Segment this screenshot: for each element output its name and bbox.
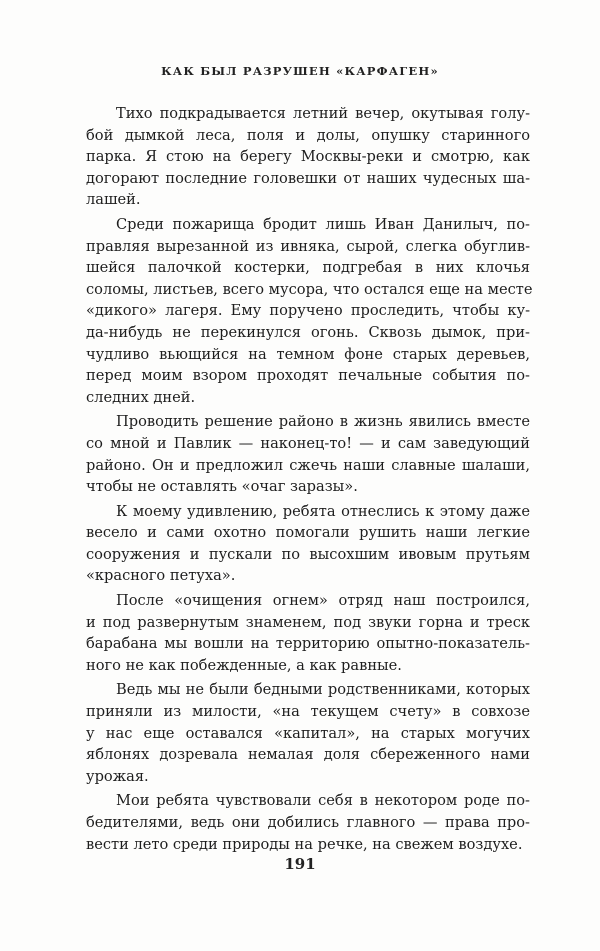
text-line: Ведь мы не были бедными родственниками, которых (116, 681, 530, 699)
text-line: чудливо вьющийся на темном фоне старых деревьев, (86, 345, 530, 363)
text-line: чтобы не оставлять «очаг заразы». (86, 478, 358, 496)
text-line: перед моим взором проходят печальные события по- (86, 367, 530, 385)
text-line: «дикого» лагеря. Ему поручено проследить, чтобы ку- (86, 302, 530, 320)
text-line: барабана мы вошли на территорию опытно-показатель- (86, 635, 530, 653)
text-line: лашей. (86, 191, 141, 209)
text-line: районо. Он и предложил сжечь наши славные шалаши, (86, 456, 530, 474)
text-line: К моему удивлению, ребята отнеслись к этому даже (116, 502, 530, 520)
text-line: бедителями, ведь они добились главного — права про- (86, 814, 530, 831)
text-line: и под развернутым знаменем, под звуки горна и треск (86, 613, 530, 631)
text-line: бой дымкой леса, поля и долы, опушку старинного (86, 126, 530, 144)
text-line: Среди пожарища бродит лишь Иван Данилыч, по- (116, 215, 530, 233)
text-line: со мной и Павлик — наконец-то! — и сам заведующий (86, 434, 530, 452)
text-line: соломы, листьев, всего мусора, что остался еще на месте (86, 280, 533, 298)
paragraph (86, 214, 533, 408)
paragraph (86, 590, 530, 676)
text-line: догорают последние головешки от наших чудесных ша- (86, 169, 530, 187)
text-line: правляя вырезанной из ивняка, сырой, слегка обуглив- (86, 237, 530, 255)
paragraph (86, 790, 530, 855)
paragraph (86, 501, 530, 587)
text-line: парка. Я стою на берегу Москвы-реки и смотрю, как (86, 148, 530, 166)
text-line: весело и сами охотно помогали рушить наши легкие (86, 524, 530, 542)
page-number: 191 (284, 855, 316, 873)
text-line: вести лето среди природы на речке, на свежем воздухе. (86, 835, 523, 853)
running-header: КАК БЫЛ РАЗРУШЕН «КАРФАГЕН» (161, 64, 439, 78)
paragraph (86, 411, 530, 497)
text-line: ного не как побежденные, а как равные. (86, 656, 402, 674)
text-line: шейся палочкой костерки, подгребая в них клочья (86, 259, 530, 277)
text-line: Тихо подкрадывается летний вечер, окутывая голу- (116, 105, 530, 122)
text-line: у нас еще оставался «капитал», на старых могучих (86, 724, 530, 742)
text-line: Мои ребята чувствовали себя в некотором роде по- (116, 792, 530, 810)
text-line: приняли из милости, «на текущем счету» в совхозе (86, 703, 530, 721)
text-line: следних дней. (86, 388, 196, 406)
text-line: «красного петуха». (86, 567, 236, 585)
text-line: яблонях дозревала немалая доля сбереженного нами (86, 746, 530, 764)
text-line: сооружения и пускали по высохшим ивовым прутьям (86, 545, 530, 563)
paragraph (86, 679, 530, 787)
paragraph (86, 103, 530, 211)
text-line: да-нибудь не перекинулся огонь. Сквозь дымок, при- (86, 323, 530, 341)
text-line: Проводить решение районо в жизнь явились вместе (116, 413, 530, 431)
text-line: После «очищения огнем» отряд наш построился, (116, 592, 530, 610)
text-line: урожая. (86, 767, 149, 785)
body-text (86, 103, 533, 858)
